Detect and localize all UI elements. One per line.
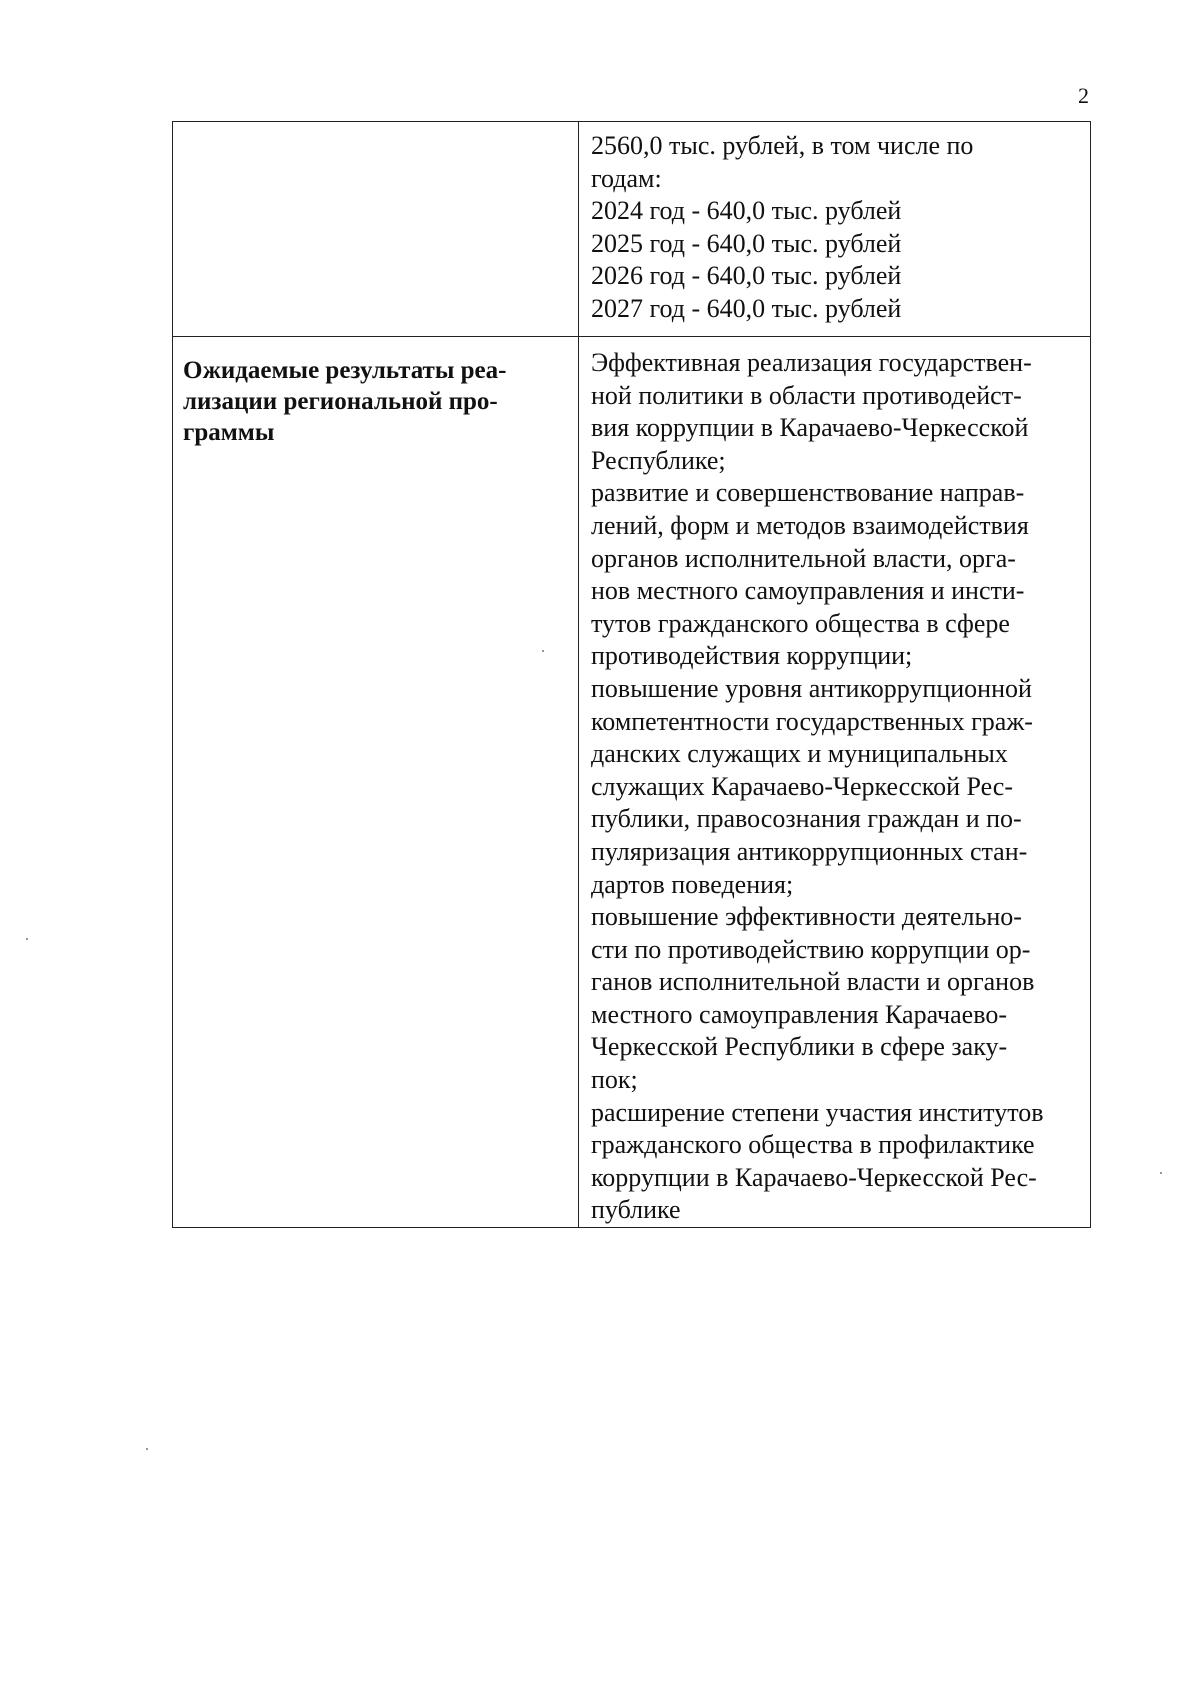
program-passport-table — [172, 121, 1091, 1228]
text-line: вия коррупции в Карачаево-Черкесской — [591, 413, 1029, 443]
text-line: нов местного самоуправления и инсти- — [591, 576, 1025, 606]
text-line: органов исполнительной власти, орга- — [591, 543, 1016, 573]
financing-value-text — [579, 122, 1090, 326]
label-cell-financing — [173, 122, 579, 337]
text-line: компетентности государственных граж- — [591, 706, 1033, 736]
text-line: расширение степени участия институтов — [591, 1097, 1044, 1127]
text-line: публики, правосознания граждан и по- — [591, 804, 1022, 834]
label-line: лизации региональной про- — [183, 388, 498, 415]
text-line: тутов гражданского общества в сфере — [591, 608, 1010, 638]
text-line: повышение эффективности деятельно- — [591, 902, 1022, 932]
label-line: граммы — [183, 419, 275, 446]
text-line: гражданского общества в профилактике — [591, 1130, 1035, 1160]
text-line: повышение уровня антикоррупционной — [591, 673, 1032, 703]
text-line: развитие и совершенствование направ- — [591, 478, 1025, 508]
text-line: 2025 год - 640,0 тыс. рублей — [591, 228, 902, 258]
text-line: данских служащих и муниципальных — [591, 739, 1008, 769]
label-line: Ожидаемые результаты реа- — [183, 357, 507, 384]
text-line: 2024 год - 640,0 тыс. рублей — [591, 196, 902, 226]
text-line: пуляризация антикоррупционных стан- — [591, 836, 1028, 866]
text-line: Черкесской Республики в сфере заку- — [591, 1032, 1008, 1062]
text-line: дартов поведения; — [591, 869, 794, 899]
label-text-financing — [173, 122, 578, 140]
text-line: ной политики в области противодейст- — [591, 380, 1022, 410]
text-line: служащих Карачаево-Черкесской Рес- — [591, 771, 1013, 801]
table-row-expected-results — [173, 337, 1091, 1228]
table-row-financing — [173, 122, 1091, 337]
scan-speck — [542, 650, 544, 652]
scan-speck — [26, 938, 28, 940]
text-line: 2027 год - 640,0 тыс. рублей — [591, 293, 902, 323]
text-line: сти по противодействию коррупции ор- — [591, 934, 1031, 964]
text-line: противодействия коррупции; — [591, 641, 913, 671]
text-line: 2026 год - 640,0 тыс. рублей — [591, 261, 902, 291]
text-line: Эффективная реализация государствен- — [591, 348, 1032, 377]
text-line: коррупции в Карачаево-Черкесской Рес- — [591, 1162, 1037, 1192]
label-cell-expected-results — [173, 337, 579, 1228]
value-cell-expected-results — [579, 337, 1091, 1228]
scan-speck — [146, 1448, 148, 1450]
text-line: ганов исполнительной власти и органов — [591, 967, 1035, 997]
text-line: 2560,0 тыс. рублей, в том числе по — [591, 131, 974, 160]
expected-results-label — [173, 337, 578, 448]
scan-speck — [1160, 1172, 1162, 1174]
text-line: годам: — [591, 163, 662, 193]
value-cell-financing — [579, 122, 1091, 337]
text-line: Республике; — [591, 445, 726, 475]
expected-results-text — [579, 337, 1090, 1227]
text-line: лений, форм и методов взаимодействия — [591, 510, 1029, 540]
text-line: местного самоуправления Карачаево- — [591, 999, 1007, 1029]
text-line: пок; — [591, 1065, 638, 1095]
text-line: публике — [591, 1195, 681, 1225]
page-number: 2 — [1078, 83, 1089, 108]
